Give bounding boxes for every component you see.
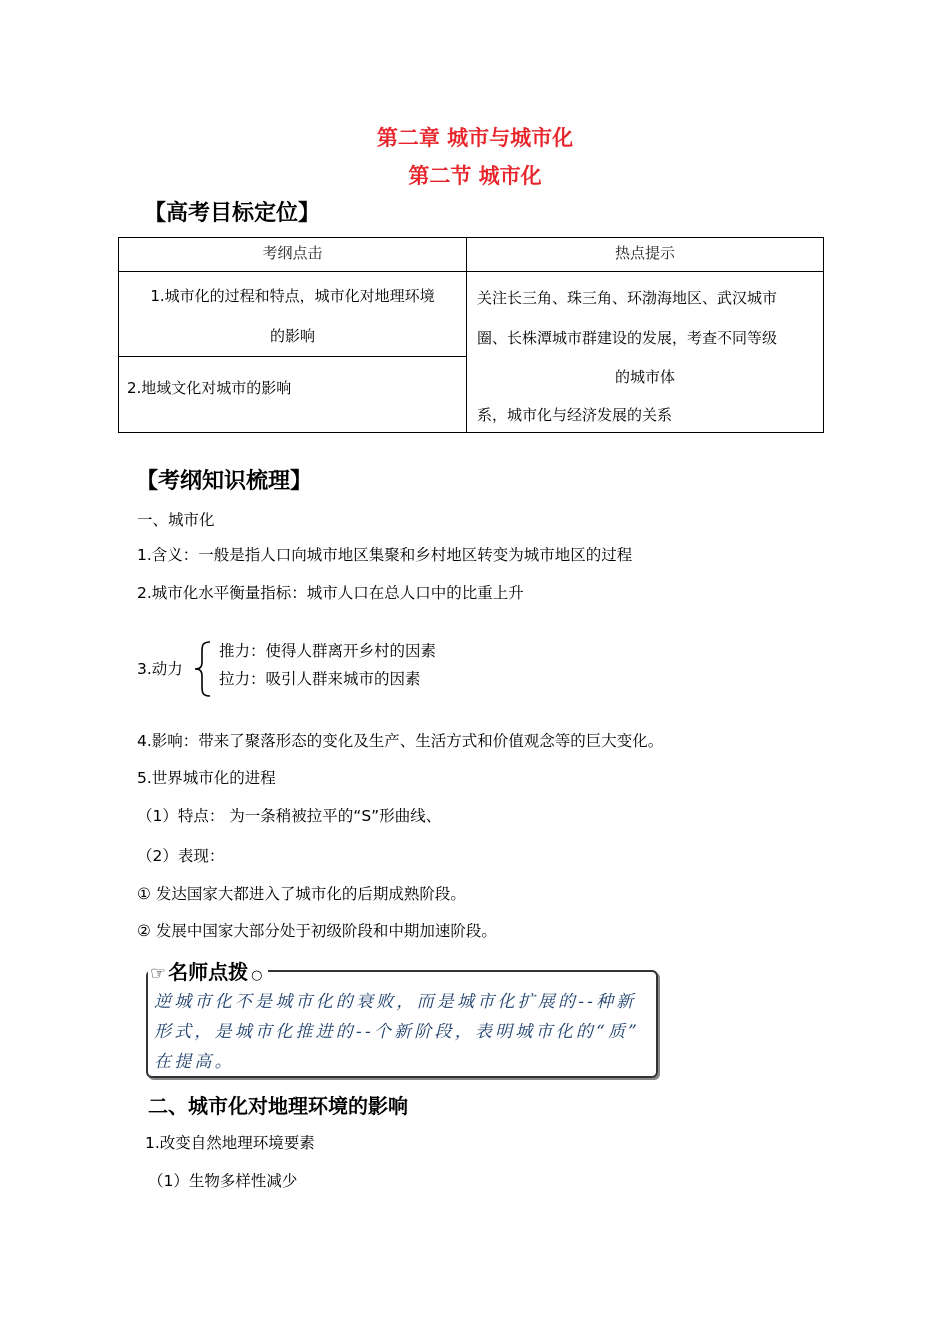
hotspot-line-2: 圈、长株潭城市群建设的发展，考查不同等级 — [477, 329, 778, 347]
point-1-line-2: 的影响 — [269, 327, 315, 345]
tip-line-1: 逆城市化不是城市化的衰败，而是城市化扩展的--种新 — [154, 992, 637, 1012]
part1-item-1: 1.含义：一般是指人口向城市地区集聚和乡村地区转变为城市地区的过程 — [137, 546, 633, 564]
part1-item-5: 5.世界城市化的进程 — [137, 769, 276, 787]
circle-icon: ○ — [251, 968, 263, 983]
section-title: 第二节 城市化 — [408, 164, 542, 188]
part1-item-3-pull: 拉力：吸引人群来城市的因素 — [219, 670, 421, 688]
part1-item-5-2: （2）表现： — [137, 847, 225, 865]
knowledge-heading: 【考纲知识梳理】 — [136, 469, 313, 494]
part1-heading: 一、城市化 — [137, 511, 215, 529]
curly-brace-icon — [193, 640, 213, 698]
goals-table — [118, 237, 824, 433]
tip-line-3: 在提高。 — [154, 1052, 235, 1072]
part1-item-5-2a: ① 发达国家大都进入了城市化的后期成熟阶段。 — [137, 885, 466, 903]
part1-item-3-label: 3.动力 — [137, 660, 183, 678]
part1-item-3-push: 推力：使得人群离开乡村的因素 — [219, 642, 437, 660]
tip-label-text: 名师点拨 — [168, 960, 249, 984]
tip-label — [148, 956, 268, 985]
chapter-title: 第二章 城市与城市化 — [376, 126, 574, 150]
hotspot-line-4: 系，城市化与经济发展的关系 — [477, 406, 673, 424]
part2-heading: 二、城市化对地理环境的影响 — [148, 1094, 408, 1118]
tip-line-2: 形式，是城市化推进的--个新阶段，表明城市化的“质” — [154, 1022, 641, 1042]
part1-item-5-2b: ② 发展中国家大部分处于初级阶段和中期加速阶段。 — [137, 922, 497, 940]
point-1-line-1: 1.城市化的过程和特点，城市化对地理环境 — [150, 287, 435, 305]
goals-heading: 【高考目标定位】 — [144, 201, 321, 226]
table-header-hotspots: 热点提示 — [467, 238, 824, 272]
table-cell-point-2: 2.地域文化对城市的影响 — [119, 357, 467, 433]
hotspot-line-3: 的城市体 — [614, 368, 675, 386]
part1-item-4: 4.影响：带来了聚落形态的变化及生产、生活方式和价值观念等的巨大变化。 — [137, 732, 664, 750]
pointing-hand-icon: ☞ — [150, 963, 167, 984]
table-header-points: 考纲点击 — [119, 238, 467, 272]
table-cell-point-1 — [119, 272, 467, 357]
part1-item-5-1: （1）特点： 为一条稍被拉平的“S”形曲线、 — [137, 807, 442, 825]
part1-item-2: 2.城市化水平衡量指标：城市人口在总人口中的比重上升 — [137, 584, 524, 602]
table-cell-hotspots — [467, 272, 824, 433]
part2-item-1: 1.改变自然地理环境要素 — [145, 1134, 315, 1152]
hotspot-line-1: 关注长三角、珠三角、环渤海地区、武汉城市 — [477, 289, 778, 307]
part2-item-1-1: （1）生物多样性减少 — [148, 1172, 298, 1190]
